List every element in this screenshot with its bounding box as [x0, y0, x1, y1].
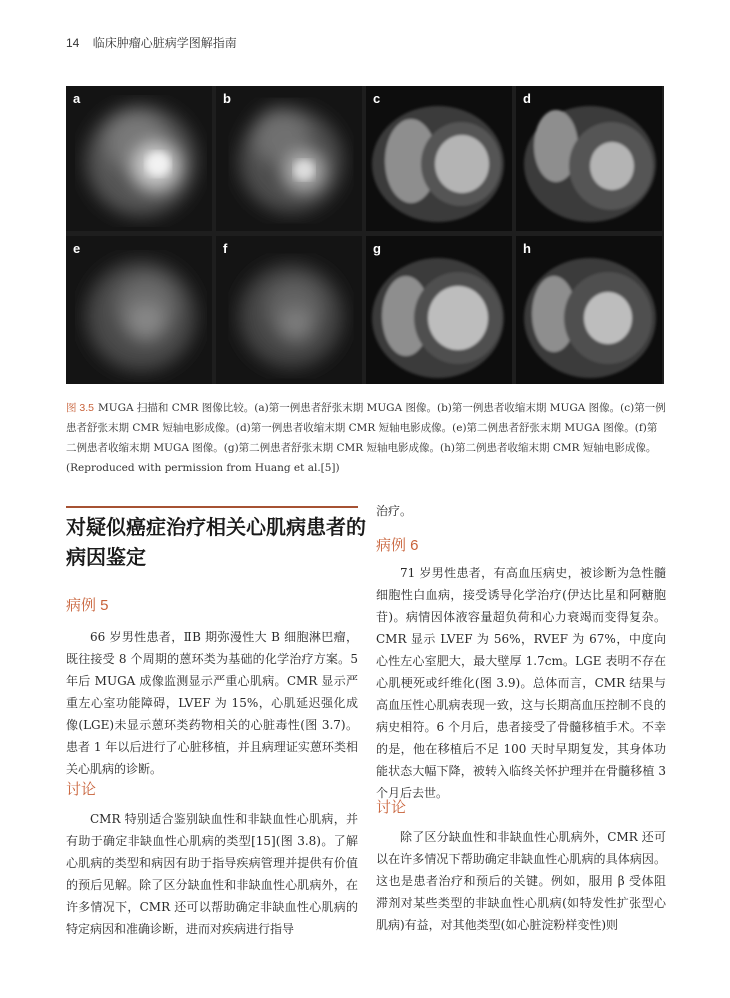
case-5-text: 66 岁男性患者，ⅡB 期弥漫性大 B 细胞淋巴瘤，既往接受 8 个周期的蒽环类为基础的化学治疗方案。5 年后 MUGA 成像监测显示严重心肌病。CMR 显示严重左心室功能障碍，LVEF 为 15%，心肌延迟强化成像(LGE)未显示蒽环类药物相关的心脏毒性(图 3.7)。患者 1 年以后进行了心脏移植，并且病理证实蒽环类相关心肌病的诊断。 — [66, 630, 358, 776]
section-title: 对疑似癌症治疗相关心肌病患者的病因鉴定 — [66, 515, 366, 569]
figure-caption — [66, 398, 666, 478]
book-title: 临床肿瘤心脏病学图解指南 — [92, 36, 237, 50]
panel-a-muga-diastole — [66, 86, 212, 231]
panel-c-cmr-diastole — [366, 86, 512, 231]
discussion-heading-right: 讨论 — [376, 799, 407, 816]
figure-number: 图 3.5 — [66, 402, 95, 414]
continuation-block — [376, 500, 666, 522]
panel-h-cmr-systole — [516, 236, 662, 384]
running-header — [66, 34, 237, 51]
page-number: 14 — [66, 36, 80, 50]
panel-e-muga-diastole — [66, 236, 212, 384]
panel-label: b — [223, 91, 231, 106]
case-6-body — [376, 562, 666, 804]
panel-d-cmr-systole — [516, 86, 662, 231]
panel-label: d — [523, 91, 531, 106]
continuation-text: 治疗。 — [376, 504, 413, 518]
panel-label: c — [373, 91, 381, 106]
panel-b-muga-systole — [216, 86, 362, 231]
case-6-text: 71 岁男性患者，有高血压病史，被诊断为急性髓细胞性白血病，接受诱导化学治疗(伊达比星和阿糖胞苷)。病情因体液容量超负荷和心力衰竭而变得复杂。CMR 显示 LVEF 为 56%，RVEF 为 67%，中度向心性左心室肥大，最大壁厚 1.7cm。LGE 表明不存在心肌梗死或纤维化(图 3.9)。总体而言，CMR 结果与高血压性心肌病表现一致，这与长期高血压控制不良的病史相符。6 个月后，患者接受了骨髓移植手术。不幸的是，他在移植后不足 100 天时早期复发，其身体功能状态大幅下降，被转入临终关怀护理并在骨髓移植 3 个月后去世。 — [376, 566, 666, 800]
panel-g-cmr-diastole — [366, 236, 512, 384]
discussion-text-right: 除了区分缺血性和非缺血性心肌病外，CMR 还可以在许多情况下帮助确定非缺血性心肌病的具体病因。这也是患者治疗和预后的关键。例如，服用 β 受体阻滞剂对某些类型的非缺血性心肌病(如特发性扩张型心肌病)有益，对其他类型(如心脏淀粉样变性)则 — [376, 830, 666, 932]
caption-text: MUGA 扫描和 CMR 图像比较。(a)第一例患者舒张末期 MUGA 图像。(b)第一例患者收缩末期 MUGA 图像。(c)第一例患者舒张末期 CMR 短轴电影成像。(d)第一例患者收缩末期 CMR 短轴电影成像。(e)第二例患者舒张末期 MUGA 图像。(f)第二例患者收缩末期 MUGA 图像。(g)第二例患者舒张末期 CMR 短轴电影成像。(h)第二例患者收缩末期 CMR 短轴电影成像。(Reproduced with permission from Huang et al.[5]) — [66, 402, 666, 474]
case-5-heading: 病例 5 — [66, 597, 109, 614]
panel-label: a — [73, 91, 81, 106]
panel-label: h — [523, 241, 531, 256]
section-rule — [66, 506, 358, 508]
panel-f-muga-systole — [216, 236, 362, 384]
case-6-heading: 病例 6 — [376, 537, 419, 554]
discussion-text-left: CMR 特别适合鉴别缺血性和非缺血性心肌病，并有助于确定非缺血性心肌病的类型[15](图 3.8)。了解心肌病的类型和病因有助于指导疾病管理并提供有价值的预后见解。除了区分缺血性和非缺血性心肌病外，在许多情况下，CMR 还可以帮助确定非缺血性心肌病的特定病因和准确诊断，进而对疾病进行指导 — [66, 812, 358, 936]
discussion-heading-left: 讨论 — [66, 781, 97, 798]
panel-label: g — [373, 241, 381, 256]
panel-label: e — [73, 241, 81, 256]
case-5-body — [66, 626, 358, 780]
panel-label: f — [223, 241, 228, 256]
discussion-body-left — [66, 808, 358, 940]
discussion-body-right — [376, 826, 666, 936]
figure-3-5 — [66, 86, 664, 384]
